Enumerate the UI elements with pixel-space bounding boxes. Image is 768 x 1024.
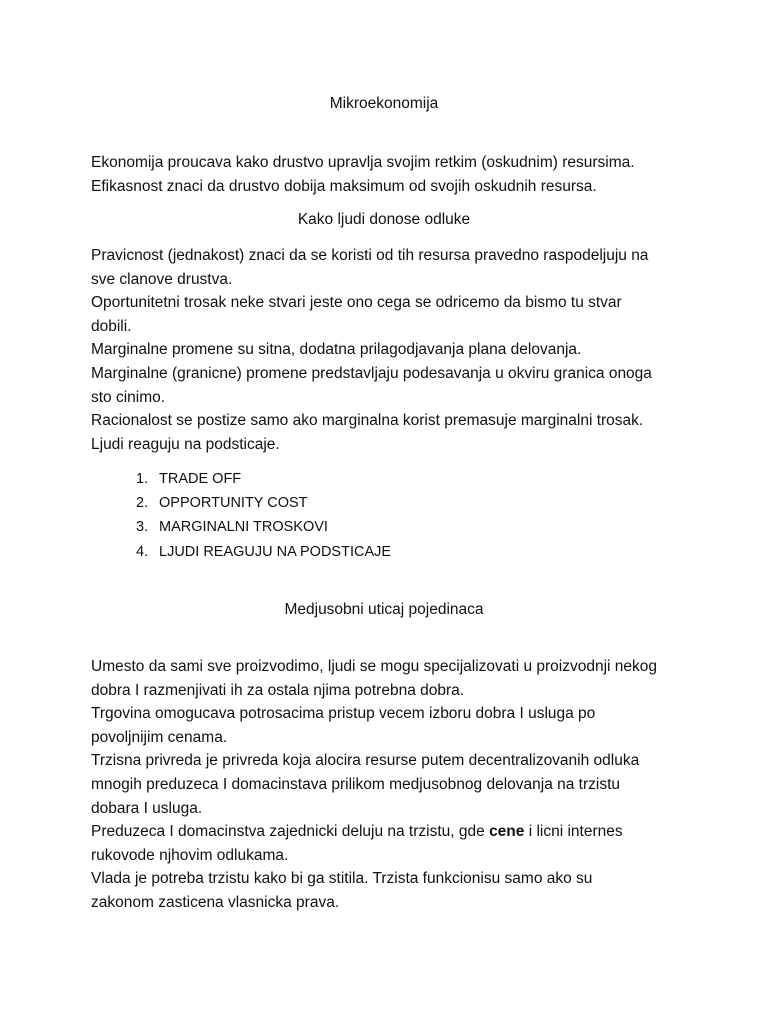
principles-list xyxy=(136,467,636,564)
text-run: i licni internes xyxy=(524,823,623,841)
list-text: LJUDI REAGUJU NA PODSTICAJE xyxy=(159,543,392,560)
list-number: 2. xyxy=(136,495,149,512)
list-text: TRADE OFF xyxy=(159,471,242,487)
section-heading-interaction: Medjusobni uticaj pojedinaca xyxy=(284,601,484,618)
paragraph-line: Umesto da sami sve proizvodimo, ljudi se mogu specijalizovati u proizvodnji nekog xyxy=(91,658,658,675)
paragraph-line: dobra I razmenjivati ih za ostala njima potrebna dobra. xyxy=(91,681,465,699)
paragraph-line-mixed xyxy=(91,820,691,844)
paragraph-line: Pravicnost (jednakost) znaci da se koristi od tih resursa pravedno raspodeljuju na xyxy=(91,247,649,264)
text-run: Preduzeca I domacinstva zajednicki deluju na trzistu, gde xyxy=(91,823,490,841)
paragraph-line: Trgovina omogucava potrosacima pristup vecem izboru dobra I usluga po xyxy=(91,705,596,723)
list-item xyxy=(136,491,636,515)
decisions-paragraph xyxy=(91,244,691,456)
paragraph-line: Racionalost se postize samo ako marginalna korist premasuje marginalni trosak. xyxy=(91,412,644,430)
paragraph-line: dobili. xyxy=(91,317,132,335)
paragraph-line: dobara I usluga. xyxy=(91,799,203,817)
paragraph-line: rukovode njhovim odlukama. xyxy=(91,846,289,864)
section-heading-decisions: Kako ljudi donose odluke xyxy=(297,211,471,228)
paragraph-line: Ljudi reaguju na podsticaje. xyxy=(91,435,280,453)
list-number: 3. xyxy=(136,519,149,536)
paragraph-line: povoljnijim cenama. xyxy=(91,728,228,746)
intro-line: Ekonomija proucava kako drustvo upravlja svojim retkim (oskudnim) resursima. xyxy=(91,154,635,171)
paragraph-line: Marginalne (granicne) promene predstavljaju podesavanja u okviru granica onoga xyxy=(91,364,652,382)
bold-word: cene xyxy=(489,823,525,841)
list-number: 1. xyxy=(136,471,149,487)
list-item xyxy=(136,515,636,539)
paragraph-line: mnogih preduzeca I domacinstava prilikom medjusobnog delovanja na trzistu xyxy=(91,775,621,793)
list-item xyxy=(136,540,636,564)
list-number: 4. xyxy=(136,543,149,560)
paragraph-line: Oportunitetni trosak neke stvari jeste ono cega se odricemo da bismo tu stvar xyxy=(91,294,622,312)
paragraph-line: sto cinimo. xyxy=(91,388,166,406)
list-text: OPPORTUNITY COST xyxy=(159,495,308,512)
intro-paragraph xyxy=(91,151,691,198)
paragraph-line: Marginalne promene su sitna, dodatna prilagodjavanja plana delovanja. xyxy=(91,341,582,359)
paragraph-line: Trzisna privreda je privreda koja alocira resurse putem decentralizovanih odluka xyxy=(91,752,640,770)
paragraph-line: Vlada je potreba trzistu kako bi ga stitila. Trzista funkcionisu samo ako su xyxy=(91,870,593,888)
paragraph-line: zakonom zasticena vlasnicka prava. xyxy=(91,893,340,911)
list-item xyxy=(136,467,636,491)
intro-line: Efikasnost znaci da drustvo dobija maksimum od svojih oskudnih resursa. xyxy=(91,177,597,195)
interaction-paragraph xyxy=(91,655,691,915)
list-text: MARGINALNI TROSKOVI xyxy=(159,519,328,536)
document-title: Mikroekonomija xyxy=(329,95,439,112)
paragraph-line: sve clanove drustva. xyxy=(91,270,233,288)
